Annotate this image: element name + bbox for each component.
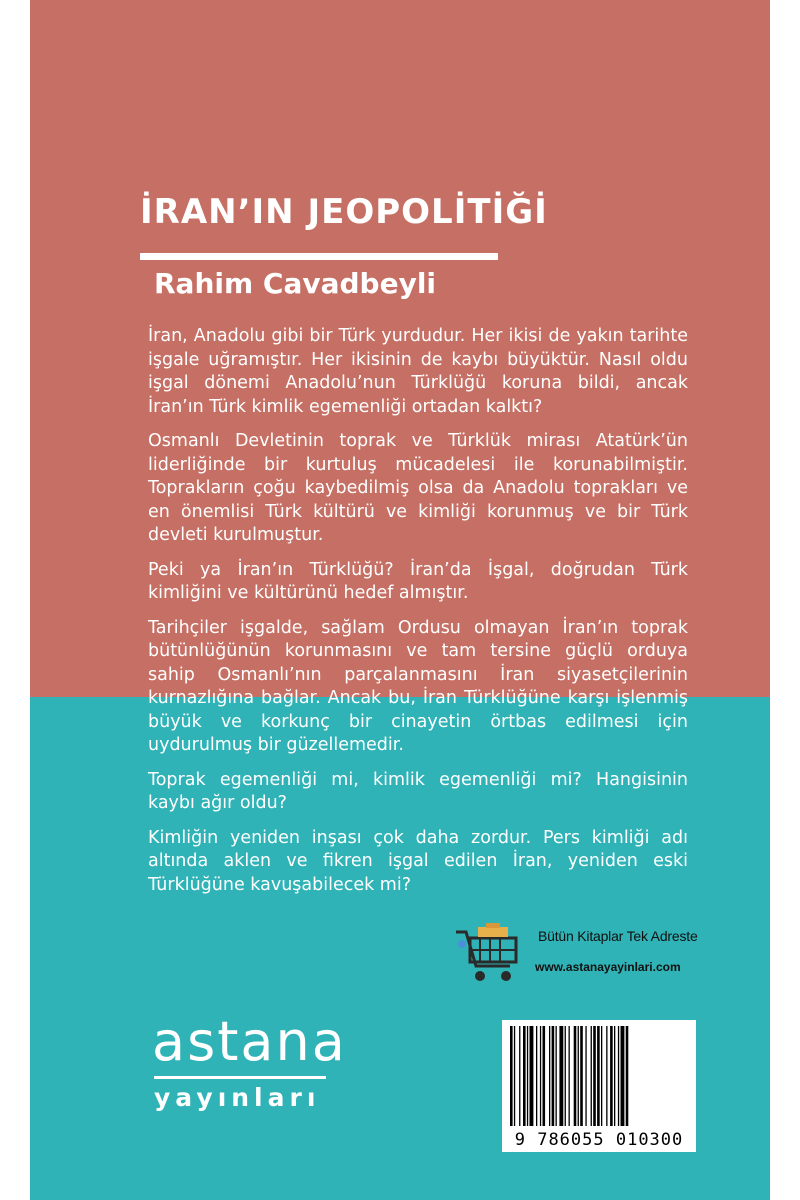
publisher-subtitle: yayınları [154,1083,321,1112]
blurb-paragraph: Tarihçiler işgalde, sağlam Ordusu olmayan İran’ın toprak bütünlüğünün korunmasını ve tam tersine güçlü orduya sahip Osmanlı’nın parçalanmasını İran siyasetçilerinin kurnazlığına bağlar. Ancak bu, İran Türklüğüne karşı işlenmiş büyük ve korkunç bir cinayetin örtbas edilmesi için uydurulmuş bir güzellemedir. [148,617,688,755]
book-back-cover [30,0,770,1200]
title-underline [140,253,498,260]
blurb-paragraph: Kimliğin yeniden inşası çok daha zordur. Pers kimliği adı altında aklen ve fikren işgal edilen İran, yeniden eski Türklüğüne kavuşabilecek mi? [148,827,688,895]
blurb-text [148,325,688,908]
isbn-number: 9 786055 010300 [514,1130,684,1150]
barcode-bars [508,1026,690,1126]
author-name: Rahim Cavadbeyli [154,267,437,300]
barcode [502,1020,696,1152]
book-title: İRAN’IN JEOPOLİTİĞİ [140,192,548,232]
shop-slogan: Bütün Kitaplar Tek Adreste [538,928,698,944]
blurb-paragraph: Toprak egemenliği mi, kimlik egemenliği mi? Hangisinin kaybı ağır oldu? [148,769,688,813]
blurb-paragraph: İran, Anadolu gibi bir Türk yurdudur. Her ikisi de yakın tarihte işgale uğramıştır. Her ikisinin de kaybı büyüktür. Nasıl oldu işgal dönemi Anadolu’nun Türklüğü koruna bildi, ancak İran’ın Türk kimlik egemenliği ortadan kalktı? [148,326,688,417]
blurb-paragraph: Osmanlı Devletinin toprak ve Türklük mirası Atatürk’ün liderliğinde bir kurtuluş mücadelesi ile korunabilmiştir. Toprakların çoğu kaybedilmiş olsa da Anadolu toprakları ve en önemlisi Türk kültürü ve kimliği korunmuş ve bir Türk devleti kurulmuştur. [148,431,688,545]
blurb-paragraph: Peki ya İran’ın Türklüğü? İran’da İşgal, doğrudan Türk kimliğini ve kültürünü hedef almıştır. [148,559,688,603]
publisher-name: astana [152,1010,347,1073]
shop-url: www.astanayayinlari.com [535,960,681,974]
shopping-cart-icon [452,922,522,988]
logo-divider [154,1076,326,1079]
publisher-logo [152,1012,347,1112]
